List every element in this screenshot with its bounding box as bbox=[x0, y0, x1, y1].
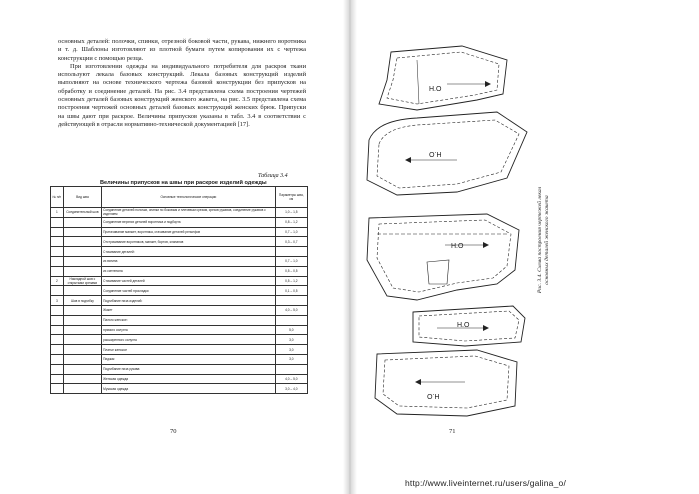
table-cell: из ватина bbox=[102, 256, 275, 266]
table-cell bbox=[51, 374, 64, 384]
pattern-piece-side bbox=[367, 112, 527, 195]
table-row bbox=[51, 256, 308, 266]
table-cell: 3 bbox=[51, 296, 64, 306]
table-row bbox=[51, 276, 308, 286]
table-cell bbox=[275, 247, 307, 257]
table-cell: 0,5 – 0,5 bbox=[275, 266, 307, 276]
table-cell bbox=[51, 217, 64, 227]
table-cell: 3,0 bbox=[275, 354, 307, 364]
table-cell: 0,7 – 1,0 bbox=[275, 256, 307, 266]
table-cell bbox=[63, 374, 101, 384]
table-cell: Пальто женское: bbox=[102, 315, 275, 325]
table-row bbox=[51, 208, 308, 218]
piece-label: Н.О bbox=[457, 322, 470, 329]
col-header: Основные технологические операции bbox=[102, 187, 275, 208]
table-cell bbox=[51, 266, 64, 276]
table-cell bbox=[63, 354, 101, 364]
table-cell: Мужская одежда bbox=[102, 384, 275, 394]
table-cell: Шов в подгибку bbox=[63, 296, 101, 306]
table-cell: из синтепона bbox=[102, 266, 275, 276]
left-page bbox=[0, 0, 343, 494]
table-cell bbox=[51, 345, 64, 355]
table-cell: Платье женское bbox=[102, 345, 275, 355]
table-cell bbox=[63, 335, 101, 345]
table-cell: Соединение верхних деталей воротника и подборта bbox=[102, 217, 275, 227]
table-cell: Соединительный шов bbox=[63, 208, 101, 218]
table-row bbox=[51, 217, 308, 227]
table-cell: Накладной шов с открытыми срезами bbox=[63, 276, 101, 286]
table-cell bbox=[63, 286, 101, 296]
table-body bbox=[51, 208, 308, 394]
table-cell: Жакет bbox=[102, 305, 275, 315]
table-row bbox=[51, 296, 308, 306]
table-cell: 4,0 – 5,0 bbox=[275, 305, 307, 315]
piece-label: Н.О bbox=[451, 243, 464, 250]
table-row bbox=[51, 237, 308, 247]
table-cell bbox=[51, 335, 64, 345]
table-cell bbox=[51, 364, 64, 374]
table-cell: расширенного силуэта bbox=[102, 335, 275, 345]
table-cell: 0,8 – 1,2 bbox=[275, 217, 307, 227]
table-cell: Женская одежда bbox=[102, 374, 275, 384]
right-page bbox=[357, 0, 699, 494]
table-cell: Стачивание деталей: bbox=[102, 247, 275, 257]
seam-allowance-table bbox=[50, 186, 308, 394]
table-cell: 5,0 bbox=[275, 325, 307, 335]
table-cell bbox=[63, 227, 101, 237]
body-text bbox=[58, 38, 306, 129]
table-cell bbox=[275, 315, 307, 325]
table-title: Величины припусков на швы при раскрое изделий одежды bbox=[100, 180, 267, 186]
table-cell: прямого силуэта bbox=[102, 325, 275, 335]
table-cell: 0,7 – 1,0 bbox=[275, 227, 307, 237]
table-row bbox=[51, 266, 308, 276]
table-cell bbox=[63, 237, 101, 247]
pattern-piece-back bbox=[379, 46, 507, 110]
table-cell: 1,0 – 1,5 bbox=[275, 208, 307, 218]
table-cell bbox=[63, 256, 101, 266]
table-row bbox=[51, 286, 308, 296]
table-cell: Соединение деталей полочки, спинки по боковым и плечевым срезам, срезов рукавов, соединение рукавов с изделием bbox=[102, 208, 275, 218]
page-number: 70 bbox=[170, 428, 177, 435]
figure-caption: Рис. 3.4. Схема построения чертежей лекал основных деталей женского жакета bbox=[537, 186, 550, 294]
table-cell: Подгибание низа рукава: bbox=[102, 364, 275, 374]
table-row bbox=[51, 374, 308, 384]
pattern-piece-sleeve bbox=[375, 350, 517, 416]
table-cell: 0,1 – 0,5 bbox=[275, 286, 307, 296]
table-cell bbox=[51, 256, 64, 266]
table-cell: 2 bbox=[51, 276, 64, 286]
table-cell bbox=[63, 384, 101, 394]
table-row bbox=[51, 345, 308, 355]
table-row bbox=[51, 354, 308, 364]
page-number: 71 bbox=[449, 428, 456, 435]
pattern-piece-front bbox=[367, 214, 519, 300]
table-cell bbox=[51, 384, 64, 394]
table-cell bbox=[275, 296, 307, 306]
col-header: № п/п bbox=[51, 187, 64, 208]
table-cell: 1 bbox=[51, 208, 64, 218]
table-cell: 4,0 – 5,0 bbox=[275, 374, 307, 384]
table-row bbox=[51, 335, 308, 345]
table-cell bbox=[51, 325, 64, 335]
table-cell: 0,5 – 1,2 bbox=[275, 276, 307, 286]
table-cell bbox=[63, 217, 101, 227]
piece-label: Н.О bbox=[427, 392, 440, 399]
col-header: Параметры шва, см bbox=[275, 187, 307, 208]
table-row bbox=[51, 364, 308, 374]
table-cell bbox=[51, 227, 64, 237]
table-cell: Подгибание низа изделий: bbox=[102, 296, 275, 306]
paragraph: При изготовлении одежды на индивидуального потребителя для раскроя ткани используют лекала базовых конструкций. Лекала базовых конструкций изделий выполняют на основе технического чертежа базовой конструкции без припусков на обработку и соединение деталей. На рис. 3.4 представлена схема построения чертежей основных деталей базовых конструкций женского жакета, на рис. 3.5 представлена схема построения чертежей основных деталей базовых конструкций женских брюк. Припуски на швы дают при раскрое. Величины припусков указаны в табл. 3.4 в соответствии с действующей в отрасли нормативно-технической документацией [17]. bbox=[58, 62, 306, 128]
table-cell: Стачивание частей деталей bbox=[102, 276, 275, 286]
table-cell bbox=[51, 354, 64, 364]
table-row bbox=[51, 384, 308, 394]
table-cell bbox=[51, 247, 64, 257]
pattern-drawings bbox=[357, 0, 699, 494]
table-cell bbox=[63, 315, 101, 325]
table-row bbox=[51, 247, 308, 257]
table-row bbox=[51, 227, 308, 237]
table-cell bbox=[51, 315, 64, 325]
table-cell: Притачивание манжет, воротника, стачивание деталей рельефов bbox=[102, 227, 275, 237]
table-cell bbox=[51, 286, 64, 296]
table-cell bbox=[51, 305, 64, 315]
table-cell bbox=[63, 325, 101, 335]
table-cell: 3,0 bbox=[275, 335, 307, 345]
table-cell: Отстрачивание воротников, манжет, бортов, клапанов bbox=[102, 237, 275, 247]
paragraph: основных деталей: полочки, спинки, отрезной боковой части, рукава, нижнего воротника и т. д. Шаблоны изготовляют из плотной бумаги путем копирования их с чертежа конструкции с помощью резца. bbox=[58, 38, 306, 62]
table-cell bbox=[63, 247, 101, 257]
table-cell bbox=[275, 364, 307, 374]
watermark-url: http://www.liveinternet.ru/users/galina_o/ bbox=[405, 478, 567, 488]
table-cell bbox=[51, 237, 64, 247]
table-cell: 3,0 – 4,0 bbox=[275, 384, 307, 394]
table-cell: 0,3 – 0,7 bbox=[275, 237, 307, 247]
table-row bbox=[51, 315, 308, 325]
table-cell bbox=[63, 364, 101, 374]
col-header: Вид шва bbox=[63, 187, 101, 208]
table-cell bbox=[63, 345, 101, 355]
table-header-row bbox=[51, 187, 308, 208]
table-cell: 3,0 bbox=[275, 345, 307, 355]
table-cell bbox=[63, 305, 101, 315]
table-row bbox=[51, 325, 308, 335]
table-cell bbox=[63, 266, 101, 276]
table-row bbox=[51, 305, 308, 315]
table-cell: Пиджак bbox=[102, 354, 275, 364]
piece-label: Н.О bbox=[429, 86, 442, 93]
table-caption: Таблица 3.4 bbox=[258, 173, 288, 179]
table-cell: Соединение частей прокладки bbox=[102, 286, 275, 296]
piece-label: Н.О bbox=[429, 150, 442, 157]
book-gutter bbox=[343, 0, 357, 494]
